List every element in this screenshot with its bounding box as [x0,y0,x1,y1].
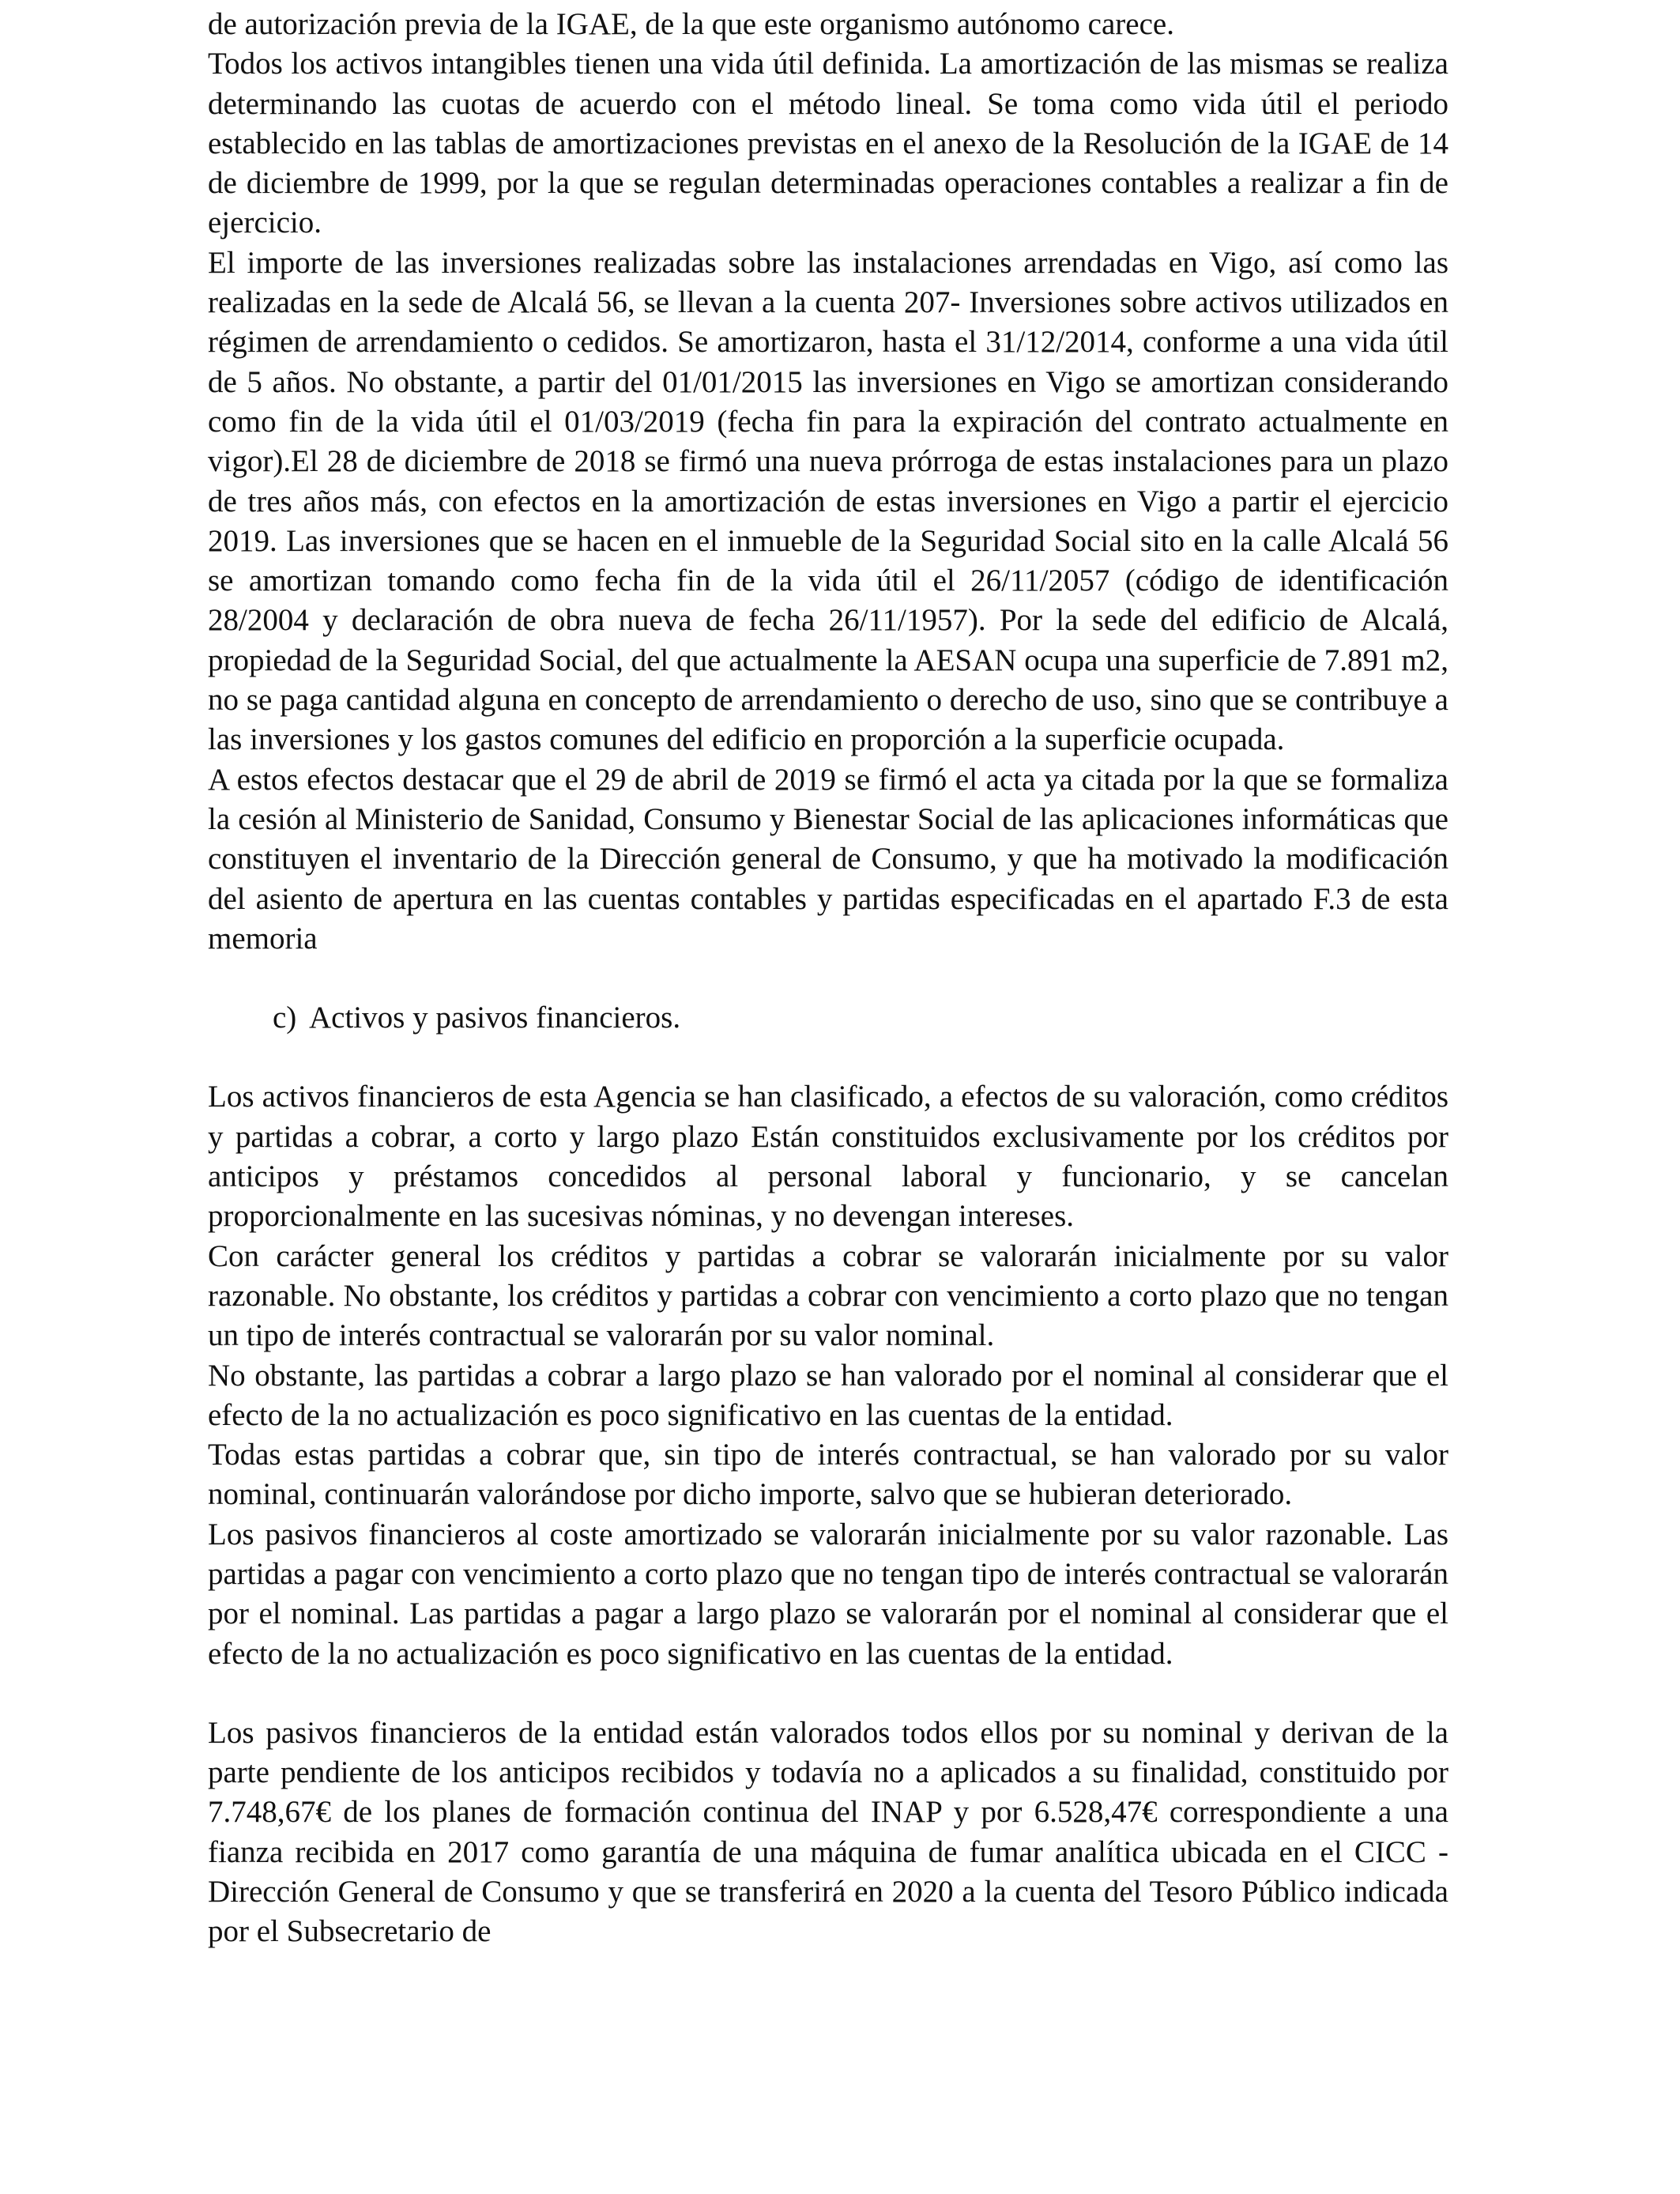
paragraph-financial-liabilities: Los pasivos financieros al coste amortizado se valorarán inicialmente por su valor razonable. Las partidas a pagar con vencimiento a corto plazo que no tengan tipo de interés contractual se valorarán por el nominal. Las partidas a pagar a largo plazo se valorarán por el nominal al considerar que el efecto de la no actualización es poco significativo en las cuentas de la entidad. [208,1517,1448,1671]
section-title: Activos y pasivos financieros. [309,1001,681,1035]
paragraph-intangible-assets: Todos los activos intangibles tienen una vida útil definida. La amortización de las mismas se realiza determinando las cuotas de acuerdo con el método lineal. Se toma como vida útil el periodo establecido en las tablas de amortizaciones previstas en el anexo de la Resolución de la IGAE de 14 de diciembre de 1999, por la que se regulan determinadas operaciones contables a realizar a fin de ejercicio. [208,47,1448,240]
paragraph-credits-valuation: Con carácter general los créditos y partidas a cobrar se valorarán inicialmente por su valor razonable. No obstante, los créditos y partidas a cobrar con vencimiento a corto plazo que no tengan un tipo de interés contractual se valorarán por su valor nominal. [208,1238,1448,1353]
paragraph-software-transfer: A estos efectos destacar que el 29 de abril de 2019 se firmó el acta ya citada por la que se formaliza la cesión al Ministerio de Sanidad, Consumo y Bienestar Social de las aplicaciones informáticas que constituyen el inventario de la Dirección general de Consumo, y que ha motivado la modificación del asiento de apertura en las cuentas contables y partidas especificadas en el apartado F.3 de esta memoria [208,762,1448,956]
paragraph-financial-assets: Los activos financieros de esta Agencia se han clasificado, a efectos de su valoración, como créditos y partidas a cobrar, a corto y largo plazo Están constituidos exclusivamente por los créditos por anticipos y préstamos concedidos al personal laboral y funcionario, y se cancelan proporcionalmente en las sucesivas nóminas, y no devengan intereses. [208,1080,1448,1234]
paragraph-leased-investments: El importe de las inversiones realizadas sobre las instalaciones arrendadas en Vigo, así como las realizadas en la sede de Alcalá 56, se llevan a la cuenta 207- Inversiones sobre activos utilizados en régimen de arrendamiento o cedidos. Se amortizaron, hasta el 31/12/2014, conforme a una vida útil de 5 años. No obstante, a partir del 01/01/2015 las inversiones en Vigo se amortizan considerando como fin de la vida útil el 01/03/2019 (fecha fin para la expiración del contrato actualmente en vigor).El 28 de diciembre de 2018 se firmó una nueva prórroga de estas instalaciones para un plazo de tres años más, con efectos en la amortización de estas inversiones en Vigo a partir el ejercicio 2019. Las inversiones que se hacen en el inmueble de la Seguridad Social sito en la calle Alcalá 56 se amortizan tomando como fecha fin de la vida útil el 26/11/2057 (código de identificación 28/2004 y declaración de obra nueva de fecha 26/11/1957). Por la sede del edificio de Alcalá, propiedad de la Seguridad Social, del que actualmente la AESAN ocupa una superficie de 7.891 m2, no se paga cantidad alguna en concepto de arrendamiento o derecho de uso, sino que se contribuye a las inversiones y los gastos comunes del edificio en proporción a la superficie ocupada. [208,245,1448,757]
document-page [208,5,1448,1952]
paragraph-nominal-valuation: Todas estas partidas a cobrar que, sin tipo de interés contractual, se han valorado por su valor nominal, continuarán valorándose por dicho importe, salvo que se hubieran deteriorado. [208,1438,1448,1512]
section-heading [208,998,1448,1038]
paragraph-liabilities-detail: Los pasivos financieros de la entidad están valorados todos ellos por su nominal y derivan de la parte pendiente de los anticipos recibidos y todavía no a aplicados a su finalidad, constituido por 7.748,67€ de los planes de formación continua del INAP y por 6.528,47€ correspondiente a una fianza recibida en 2017 como garantía de una máquina de fumar analítica ubicada en el CICC -Dirección General de Consumo y que se transferirá en 2020 a la cuenta del Tesoro Público indicada por el Subsecretario de [208,1715,1448,1949]
paragraph-long-term-receivables: No obstante, las partidas a cobrar a largo plazo se han valorado por el nominal al considerar que el efecto de la no actualización es poco significativo en las cuentas de la entidad. [208,1358,1448,1432]
paragraph-igae-authorization: de autorización previa de la IGAE, de la que este organismo autónomo carece. [208,7,1174,41]
section-marker: c) [273,1001,297,1035]
